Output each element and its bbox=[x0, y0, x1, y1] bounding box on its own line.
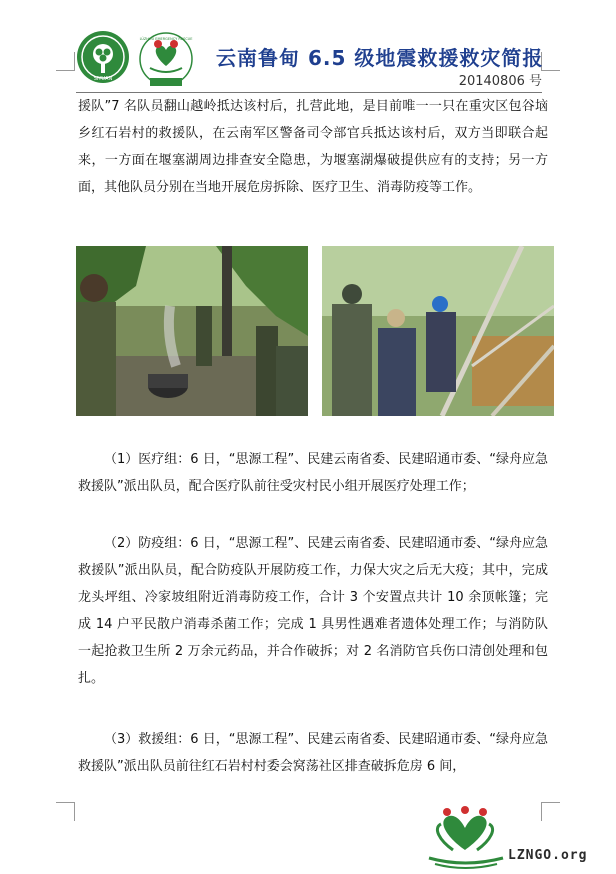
lvzhou-rescue-logo-icon bbox=[136, 32, 196, 90]
svg-text:LÜZHOU EMERGENCY RESCUE: LÜZHOU EMERGENCY RESCUE bbox=[139, 37, 193, 41]
document-header bbox=[76, 30, 542, 90]
crop-mark-bottom-left bbox=[56, 802, 75, 821]
siyuan-logo-icon bbox=[76, 30, 130, 84]
issue-number: 20140806 号 bbox=[458, 74, 542, 89]
medical-group-paragraph: （1）医疗组：6 日，“思源工程”、民建云南省委、民建昭通市委、“绿舟应急救援队”派出队员，配合医疗队前往受灾村民小组开展医疗处理工作； bbox=[78, 452, 548, 494]
footer-site-name: LZNGO.org bbox=[508, 848, 588, 863]
intro-paragraph: 援队”7 名队员翻山越岭抵达该村后，扎营此地，是目前唯一一只在重灾区包谷垴乡红石岩村的救援队，在云南军区警备司令部官兵抵达该村后，双方当即联合起来，一方面在堰塞湖周边排查安全隐患，为堰塞湖爆破提供应有的支持；另一方面，其他队员分别在当地开展危房拆除、医疗卫生、消毒防疫等工作。 bbox=[78, 99, 548, 195]
rescue-group-paragraph: （3）救援组：6 日，“思源工程”、民建云南省委、民建昭通市委、“绿舟应急救援队”派出队员前往红石岩村村委会窝荡社区排查破拆危房 6 间， bbox=[78, 732, 548, 774]
svg-text:SIYUAN: SIYUAN bbox=[93, 76, 113, 82]
epidemic-prevention-paragraph: （2）防疫组：6 日，“思源工程”、民建云南省委、民建昭通市委、“绿舟应急救援队”派出队员，配合防疫队开展防疫工作，力保大灾之后无大疫；其中，完成龙头坪组、冷家坡组附近消毒防疫工作，合计 3 个安置点共计 10 余顶帐篷；完成 14 户平民散户消毒杀菌工作；完成 1 具男性遇难者遗体处理工作；与消防队一起抢救卫生所 2 万余元药品，并合作破拆；对 2 名消防官兵伤口清创处理和包扎。 bbox=[78, 536, 548, 686]
bulletin-title: 云南鲁甸 6.5 级地震救援救灾简报 bbox=[216, 46, 544, 70]
rescue-camp-photo bbox=[76, 246, 308, 416]
crop-mark-top-left bbox=[56, 52, 75, 71]
demolition-work-photo bbox=[322, 246, 554, 416]
crop-mark-top-right bbox=[541, 52, 560, 71]
